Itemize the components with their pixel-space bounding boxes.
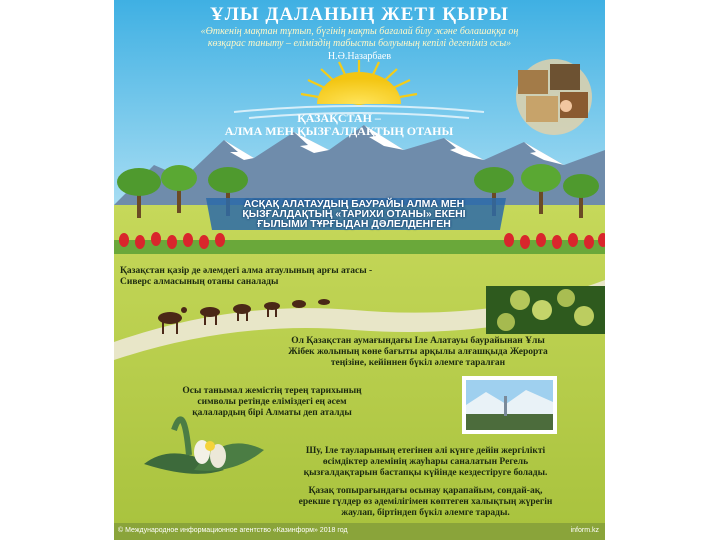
text-block-4-line-1: Шу, Іле тауларының етегінен әлі күнге дейін жергілікті xyxy=(305,446,546,456)
text-block-5-line-1: Қазақ топырағындағы осынау қарапайым, сондай-ақ, xyxy=(308,486,543,496)
banner-line-1: АСҚАҚ АЛАТАУДЫҢ БАУРАЙЫ АЛМА МЕН xyxy=(243,198,465,210)
quote-author: Н.Ә.Назарбаев xyxy=(327,51,392,62)
text-block-3-line-1: Осы танымал жемістің терең тарихының xyxy=(182,386,362,396)
quote-line-1: «Өткенің мақтан тұтып, бүгінің нақты бағалай білу және болашаққа оң xyxy=(200,26,519,37)
text-block-3-line-3: қалалардың бірі Алматы деп аталды xyxy=(192,408,352,418)
text-block-2-line-3: теңізіне, кейіннен бүкіл әлемге таралған xyxy=(330,358,506,368)
text-block-5 xyxy=(254,486,597,519)
text-block-5-line-2: ерекше гүлдер өз әдемілігімен көптеген халықтың жүрегін xyxy=(298,497,553,507)
quote-line-2: көзқарас таныту – еліміздің табысты болуының кепілі дегеніміз осы» xyxy=(207,38,512,49)
section-heading-line-1: ҚАЗАҚСТАН – xyxy=(297,111,381,125)
text-block-3-line-2: символы ретінде еліміздегі ең әсем xyxy=(197,397,347,407)
apples-photo xyxy=(486,286,605,334)
text-block-4-line-3: қызғалдақтарын бастапқы күйінде кездестіруге болады. xyxy=(303,468,548,478)
text-block-2-line-1: Ол Қазақстан аумағындағы Іле Алатауы баурайынан Ұлы xyxy=(291,336,545,346)
text-block-3 xyxy=(122,386,422,419)
text-block-5-line-3: жаулап, біртіндеп бүкіл әлемге тарады. xyxy=(341,508,510,518)
photo-collage xyxy=(516,59,592,135)
almaty-photo xyxy=(462,376,557,434)
infographic-poster xyxy=(114,0,605,540)
text-block-1 xyxy=(120,266,460,288)
banner-line-2: ҚЫЗҒАЛДАҚТЫҢ «ТАРИХИ ОТАНЫ» ЕКЕНІ xyxy=(242,208,466,220)
site-link[interactable]: inform.kz xyxy=(570,527,599,534)
banner-line-3: ҒЫЛЫМИ ТҰРҒЫДАН ДӘЛЕЛДЕНГЕН xyxy=(257,218,451,230)
text-block-4 xyxy=(254,446,597,479)
text-block-2-line-2: Жібек жолының көне бағыты арқылы алғашқыда Жерорта xyxy=(288,347,548,357)
text-block-2 xyxy=(244,336,592,369)
text-block-1-line-2: Сиверс алмасының отаны саналады xyxy=(120,277,279,287)
poster-title: ҰЛЫ ДАЛАНЫҢ ЖЕТІ ҚЫРЫ xyxy=(210,4,509,25)
text-block-1-line-1: Қазақстан қазір де әлемдегі алма атаулының арғы атасы - xyxy=(120,266,373,276)
section-heading-line-2: АЛМА МЕН ҚЫЗҒАЛДАҚТЫҢ ОТАНЫ xyxy=(224,124,454,138)
copyright-text: © Международное информационное агентство «Казинформ» 2018 год xyxy=(118,527,348,534)
quote xyxy=(134,26,585,50)
text-block-4-line-2: өсімдіктер әлемінің жауһары саналатын Регель xyxy=(322,457,529,467)
